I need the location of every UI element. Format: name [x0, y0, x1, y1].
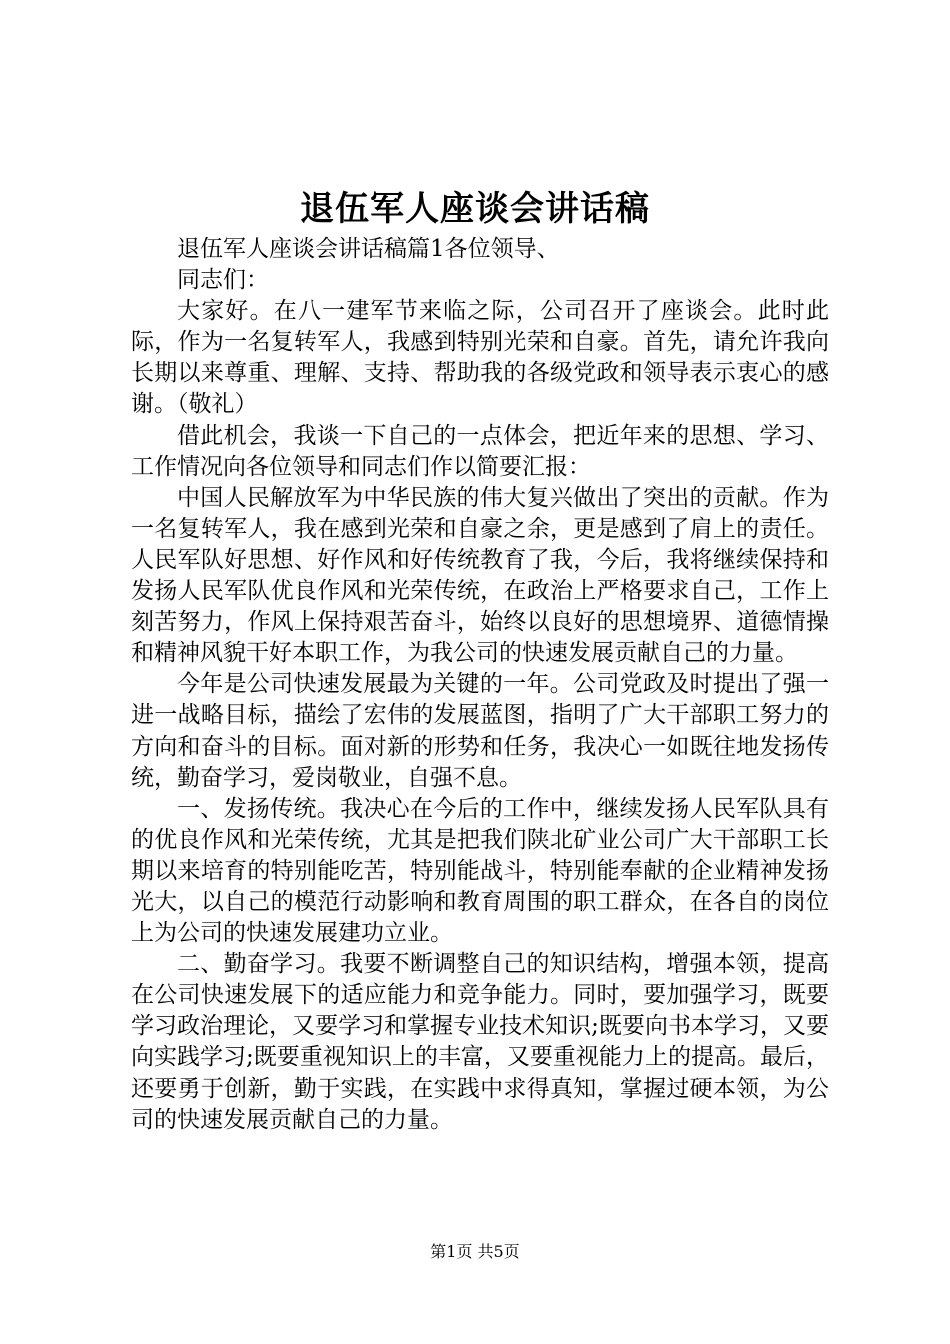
paragraph-responsibility: 中国人民解放军为中华民族的伟大复兴做出了突出的贡献。作为一名复转军人，我在感到光荣和自豪之余，更是感到了肩上的责任。人民军队好思想、好作风和好传统教育了我，今后，我将继续保持和发扬人民军队优良作风和光荣传统，在政治上严格要求自己，工作上刻苦努力，作风上保持艰苦奋斗，始终以良好的思想境界、道德情操和精神风貌干好本职工作，为我公司的快速发展贡献自己的力量。 — [131, 484, 829, 667]
paragraph-this-year: 今年是公司快速发展最为关键的一年。公司党政及时提出了强一进一战略目标，描绘了宏伟的发展蓝图，指明了广大干部职工努力的方向和奋斗的目标。面对新的形势和任务，我决心一如既往地发扬传统，勤奋学习，爱岗敬业，自强不息。 — [131, 671, 829, 791]
paragraph-intro: 借此机会，我谈一下自己的一点体会，把近年来的思想、学习、工作情况向各位领导和同志们作以简要汇报： — [131, 422, 829, 480]
page-number-footer: 第1页 共5页 — [430, 1242, 520, 1261]
document-title: 退伍军人座谈会讲话稿 — [300, 189, 650, 229]
paragraph-salutation: 同志们： — [177, 267, 269, 294]
paragraph-opening: 大家好。在八一建军节来临之际，公司召开了座谈会。此时此际，作为一名复转军人，我感到特别光荣和自豪。首先，请允许我向长期以来尊重、理解、支持、帮助我的各级党政和领导表示衷心的感谢。（敬礼） — [131, 298, 829, 418]
paragraph-study: 二、勤奋学习。我要不断调整自己的知识结构，增强本领，提高在公司快速发展下的适应能力和竞争能力。同时，要加强学习，既要学习政治理论，又要学习和掌握专业技术知识;既要向书本学习，又要向实践学习;既要重视知识上的丰富，又要重视能力上的提高。最后，还要勇于创新，勤于实践，在实践中求得真知，掌握过硬本领，为公司的快速发展贡献自己的力量。 — [131, 951, 829, 1133]
document-body — [131, 234, 829, 1136]
paragraph-greeting: 退伍军人座谈会讲话稿篇1各位领导、 — [177, 236, 560, 262]
paragraph-tradition: 一、发扬传统。我决心在今后的工作中，继续发扬人民军队具有的优良作风和光荣传统，尤其是把我们陕北矿业公司广大干部职工长期以来培育的特别能吃苦，特别能战斗，特别能奉献的企业精神发扬光大，以自己的模范行动影响和教育周围的职工群众，在各自的岗位上为公司的快速发展建功立业。 — [131, 795, 829, 947]
